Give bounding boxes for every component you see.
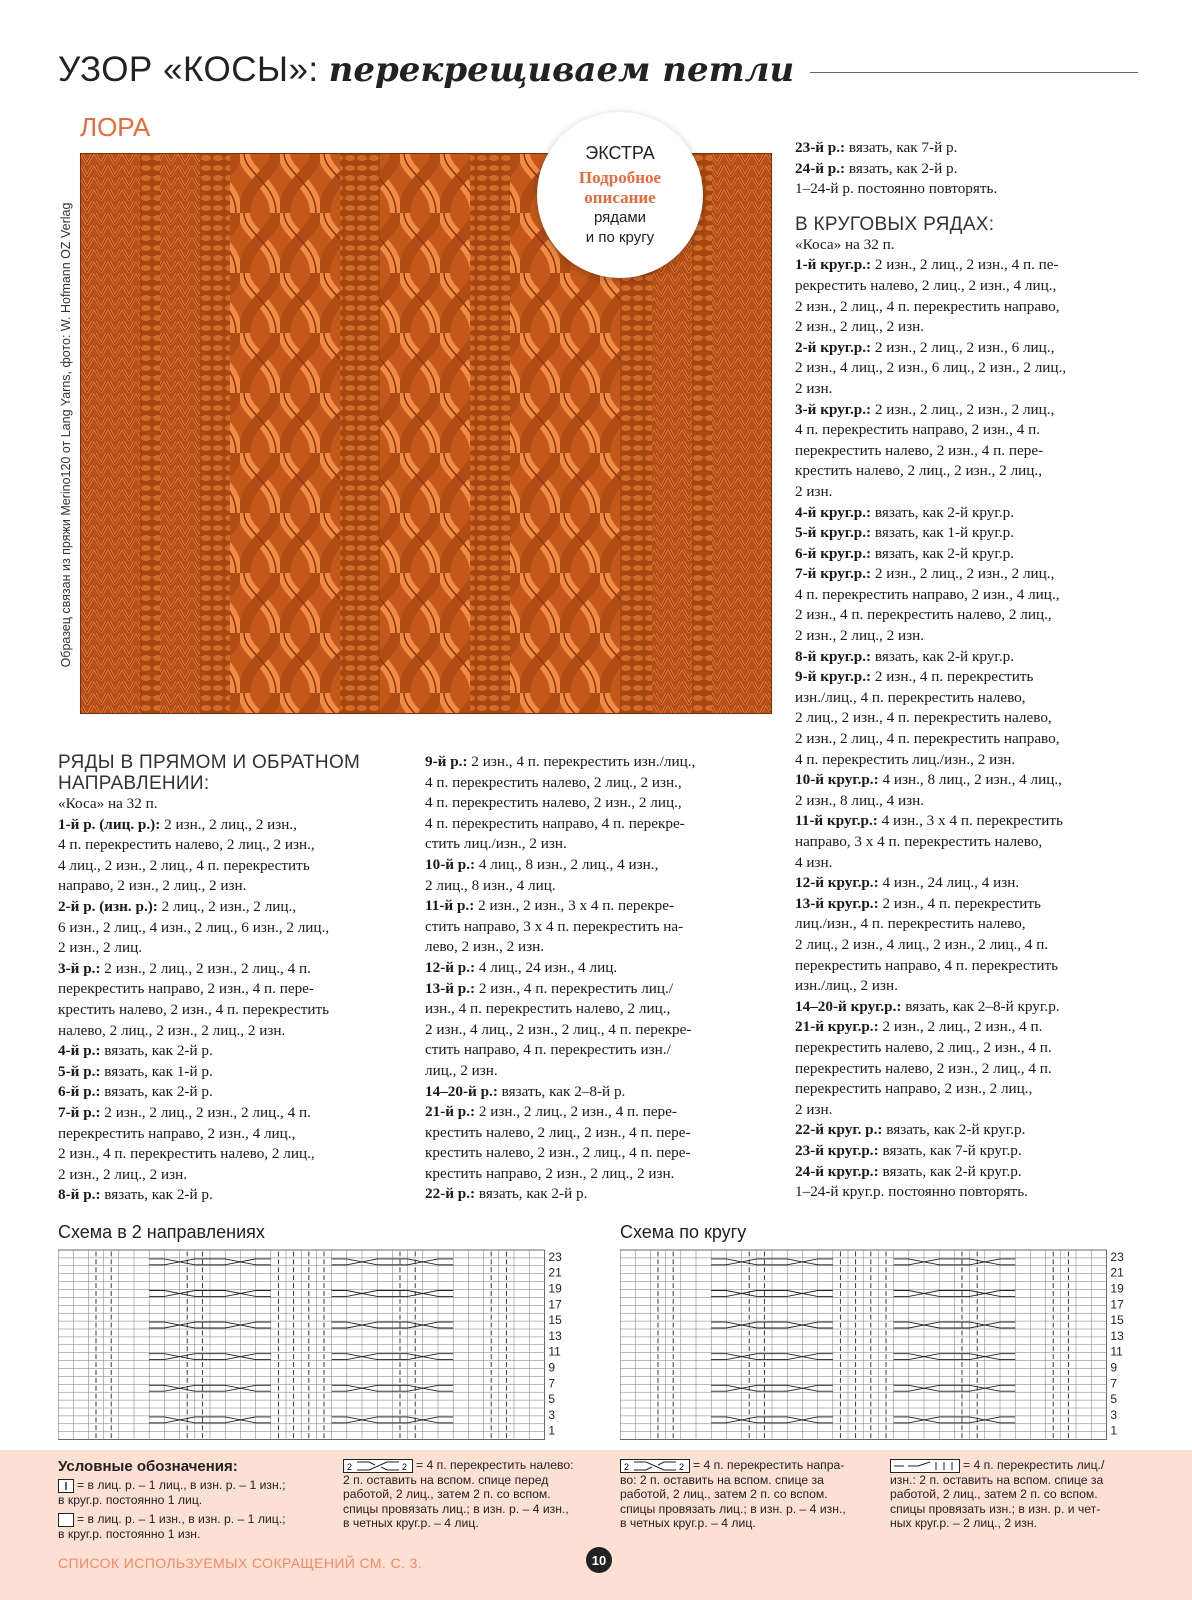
instruction-line (425, 1020, 775, 1041)
row-text: лево, 2 изн., 2 изн. (425, 938, 545, 956)
instruction-line (425, 855, 775, 876)
instruction-line (425, 773, 775, 794)
row-label: 23-й круг.р.: (795, 1141, 879, 1159)
flat-rows-list-1 (58, 815, 408, 1206)
legend-cross-kp-text: = 4 п. перекрестить лиц./ изн.: 2 п. оставить на вспом. спице за работой, 2 лиц., затем 2 п. со вспом. спицы провязать изн.; в изн. р. и чет- ных круг.р. – 2 лиц., 2 изн. (890, 1458, 1105, 1531)
row-text: 2 изн., 2 лиц., 4 п. перекрестить направо, (795, 297, 1060, 315)
row-text: налево, 2 лиц., 2 изн., 2 лиц., 2 изн. (58, 1021, 286, 1039)
round-instructions-col (795, 138, 1140, 1203)
scheme-flat-grid (58, 1248, 588, 1442)
instruction-line (795, 750, 1140, 771)
row-text: 4 изн. (795, 853, 833, 871)
instruction-line (58, 897, 408, 918)
row-text: перекрестить направо, 2 изн., 4 п. пере- (58, 980, 314, 998)
instruction-line (425, 793, 775, 814)
instruction-line (425, 814, 775, 835)
legend-cross-right-text: = 4 п. перекрестить напра- во: 2 п. оставить на вспом. спице за работой, 2 лиц., затем 2 п. со вспом. спицы провязать лиц.; в изн. р. – 4 изн., в четных круг.р. – 4 лиц. (620, 1458, 846, 1531)
title-rule (810, 72, 1138, 73)
row-text: вязать, как 2-й круг.р. (871, 647, 1015, 665)
row-label: 1-й круг.р.: (795, 256, 872, 274)
instruction-line (795, 626, 1140, 647)
instruction-line (795, 159, 1140, 180)
instruction-line (795, 832, 1140, 853)
row-number-label: 23 (1110, 1249, 1124, 1264)
row-text: 4 п. перекрестить налево, 2 лиц., 2 изн., (58, 836, 315, 854)
instruction-line (58, 1062, 408, 1083)
row-label: 21-й р.: (425, 1103, 476, 1121)
row-number-label: 1 (1110, 1423, 1118, 1438)
instruction-line (58, 856, 408, 877)
badge-line-3: рядами (593, 208, 647, 226)
row-text: 4 п. перекрестить лиц./изн., 2 изн. (795, 750, 1016, 768)
row-text: вязать, как 2-й круг.р. (878, 1162, 1022, 1180)
instruction-line (795, 1079, 1140, 1100)
legend-cross-kp (890, 1458, 1152, 1531)
row-text: 2 изн., 2 лиц., 2 изн., 6 лиц., (871, 338, 1055, 356)
badge-line-4: и по кругу (585, 228, 655, 246)
instruction-line (795, 379, 1140, 400)
instruction-line (795, 523, 1140, 544)
instruction-line (795, 420, 1140, 441)
instruction-line (795, 338, 1140, 359)
instruction-line (795, 935, 1140, 956)
row-number-label: 19 (548, 1281, 562, 1296)
row-text: изн./лиц., 2 изн. (795, 977, 898, 995)
row-text: крестить налево, 2 изн., 4 п. перекрестить (58, 1000, 330, 1018)
purl-symbol-icon (58, 1513, 74, 1527)
instruction-line (795, 138, 1140, 159)
flat-rows-list-2 (425, 752, 775, 1205)
instruction-line (425, 937, 775, 958)
instruction-line (58, 979, 408, 1000)
row-text: 4 п. перекрестить направо, 4 п. перекре- (425, 814, 685, 832)
instruction-line (425, 896, 775, 917)
row-text: лиц./изн., 4 п. перекрестить налево, (795, 915, 1026, 933)
legend-purl (58, 1512, 338, 1541)
instruction-line (795, 914, 1140, 935)
row-text: направо, 2 изн., 2 лиц., 2 изн. (58, 877, 247, 895)
row-text: лиц., 2 изн. (425, 1061, 498, 1079)
row-number-label: 7 (1110, 1376, 1118, 1391)
row-text: крестить налево, 2 лиц., 2 изн., 2 лиц., (795, 462, 1043, 480)
row-label: 2-й круг.р.: (795, 338, 872, 356)
row-text: 2 изн., 2 лиц., 4 п. перекрестить направо, (795, 730, 1060, 748)
row-text: 1–24-й р. постоянно повторять. (795, 180, 998, 198)
legend-title: Условные обозначения: (58, 1458, 238, 1475)
instruction-line (795, 770, 1140, 791)
row-text: 4 п. перекрестить налево, 2 лиц., 2 изн., (425, 773, 682, 791)
row-text: 2 изн., 2 изн., 3 х 4 п. перекре- (474, 897, 675, 915)
instruction-line (795, 441, 1140, 462)
row-text: 4 лиц., 8 изн., 2 лиц., 4 изн., (475, 855, 659, 873)
row-text: 6 изн., 2 лиц., 4 изн., 2 лиц., 6 изн., 2 лиц., (58, 918, 330, 936)
row-label: 10-й р.: (425, 855, 476, 873)
badge-title: ЭКСТРА (585, 142, 655, 163)
photo-credit-text: Образец связан из пряжи Merino120 от Lang Yarns, фото: W. Hofmann OZ Verlag (59, 202, 73, 668)
instruction-line (795, 1162, 1140, 1183)
instruction-line (58, 1185, 408, 1206)
row-label: 23-й р.: (795, 139, 846, 156)
row-text: 2 изн. (795, 482, 833, 500)
row-label: 9-й круг.р.: (795, 668, 872, 686)
row-number-label: 9 (548, 1360, 556, 1375)
row-label: 12-й р.: (425, 958, 476, 976)
row-text: 1–24-й круг.р. постоянно повторять. (795, 1183, 1028, 1201)
row-label: 6-й круг.р.: (795, 544, 872, 562)
row-text: перекрестить направо, 2 изн., 4 лиц., (58, 1124, 296, 1142)
row-number-label: 15 (548, 1313, 562, 1328)
instruction-line (425, 1143, 775, 1164)
row-text: 2 изн., 4 п. перекрестить лиц./ (475, 979, 674, 997)
row-text: вязать, как 2-й р. (845, 159, 958, 177)
svg-text:2: 2 (624, 1461, 630, 1472)
instruction-line (795, 1038, 1140, 1059)
row-text: перекрестить направо, 2 изн., 2 лиц., (795, 1080, 1033, 1098)
row-text: 4 лиц., 24 изн., 4 лиц. (475, 958, 618, 976)
instruction-line (795, 358, 1140, 379)
instruction-line (425, 1061, 775, 1082)
row-text: 2 изн., 2 лиц., 2 изн., (160, 815, 297, 833)
row-label: 7-й круг.р.: (795, 565, 872, 583)
row-text: вязать, как 2–8-й р. (497, 1082, 626, 1100)
page-subtitle: перекрещиваем петли (328, 50, 795, 90)
instruction-line (58, 815, 408, 836)
instruction-line (795, 708, 1140, 729)
instruction-line (58, 835, 408, 856)
row-text: 2 изн., 2 лиц., 2 изн., 4 п. пе- (871, 256, 1059, 274)
row-number-label: 9 (1110, 1360, 1118, 1375)
instruction-line (795, 647, 1140, 668)
row-text: 2 изн. (795, 1100, 833, 1118)
instruction-line (795, 997, 1140, 1018)
instruction-line (425, 1082, 775, 1103)
row-text: перекрестить налево, 2 изн., 2 лиц., 4 п. (795, 1059, 1052, 1077)
row-text: 4 изн., 8 лиц., 2 изн., 4 лиц., (878, 771, 1062, 789)
row-label: 4-й р.: (58, 1042, 101, 1060)
instruction-line (58, 1082, 408, 1103)
row-label: 22-й р.: (425, 1185, 476, 1203)
row-label: 14–20-й р.: (425, 1082, 498, 1100)
round-rows-list (795, 255, 1140, 1202)
instruction-line (795, 976, 1140, 997)
row-text: изн., 4 п. перекрестить налево, 2 лиц., (425, 1000, 671, 1018)
instruction-line (58, 1144, 408, 1165)
instruction-line (795, 729, 1140, 750)
knit-symbol-icon (58, 1479, 74, 1493)
instruction-line (58, 1165, 408, 1186)
instruction-line (58, 1021, 408, 1042)
row-text: 2 изн., 8 лиц., 4 изн. (795, 791, 925, 809)
row-text: вязать, как 2-й круг.р. (882, 1121, 1026, 1139)
row-label: 5-й р.: (58, 1062, 101, 1080)
row-text: стить направо, 3 х 4 п. перекрестить на- (425, 917, 684, 935)
row-text: 2 изн., 4 п. перекрестить изн./лиц., (467, 753, 696, 770)
legend-cross-right (620, 1458, 888, 1531)
row-number-label: 13 (1110, 1328, 1124, 1343)
instruction-line (58, 1103, 408, 1124)
row-text: 2 изн., 2 лиц., 2 изн., 2 лиц., (871, 400, 1055, 418)
row-label: 1-й р. (лиц. р.): (58, 815, 161, 833)
row-label: 8-й р.: (58, 1186, 101, 1204)
instruction-line (795, 1100, 1140, 1121)
row-text: 2 изн., 2 лиц. (58, 939, 143, 957)
row-label: 12-й круг.р.: (795, 874, 879, 892)
row-label: 24-й круг.р.: (795, 1162, 879, 1180)
scheme-round-chart (620, 1248, 1150, 1442)
row-text: 2 изн., 2 лиц., 2 изн. (795, 318, 925, 336)
instruction-line (425, 979, 775, 1000)
instruction-line (58, 959, 408, 980)
row-label: 13-й круг.р.: (795, 894, 879, 912)
instruction-line (425, 876, 775, 897)
flat-rows-end (795, 138, 1140, 200)
instruction-line (795, 276, 1140, 297)
pattern-name: ЛОРА (80, 112, 151, 142)
row-text: 2 изн., 2 лиц., 2 изн., 2 лиц., 4 п. (100, 1103, 311, 1121)
instruction-line (58, 876, 408, 897)
row-label: 3-й р.: (58, 959, 101, 977)
page-title: УЗОР «КОСЫ»: (58, 50, 319, 89)
row-text: 4 п. перекрестить направо, 2 изн., 4 лиц., (795, 585, 1060, 603)
scheme-flat-chart (58, 1248, 588, 1442)
instruction-line (425, 834, 775, 855)
row-label: 10-й круг.р.: (795, 771, 879, 789)
row-label: 3-й круг.р.: (795, 400, 872, 418)
row-text: 2 изн., 4 п. перекрестить (878, 894, 1041, 912)
row-text: вязать, как 1-й р. (100, 1062, 213, 1080)
instruction-line (425, 917, 775, 938)
badge-line-1: Подробное (578, 167, 662, 187)
legend-cross-left (343, 1458, 608, 1531)
flat-heading-line-2: НАПРАВЛЕНИИ: (58, 773, 210, 794)
legend-purl-text: = в лиц. р. – 1 изн., в изн. р. – 1 лиц.; в круг.р. постоянно 1 изн. (58, 1512, 286, 1541)
row-text: вязать, как 2-й р. (100, 1042, 213, 1060)
instruction-line (795, 956, 1140, 977)
row-text: вязать, как 7-й р. (845, 139, 958, 156)
row-text: 2 изн., 4 лиц., 2 изн., 2 лиц., 4 п. перекре- (425, 1020, 692, 1038)
row-text: 4 лиц., 2 изн., 2 лиц., 4 п. перекрестить (58, 856, 310, 874)
flat-instructions-col-2 (425, 752, 775, 1205)
row-text: 4 п. перекрестить направо, 2 изн., 4 п. (795, 421, 1041, 439)
row-number-label: 17 (1110, 1297, 1124, 1312)
row-text: вязать, как 1-й круг.р. (871, 524, 1015, 542)
page-number: 10 (586, 1547, 612, 1573)
row-text: 2 изн., 2 лиц., 2 изн. (58, 1165, 188, 1183)
row-text: перекрестить налево, 2 лиц., 2 изн., 4 п. (795, 1038, 1052, 1056)
row-text: крестить налево, 2 лиц., 2 изн., 4 п. пере- (425, 1123, 691, 1141)
row-number-label: 3 (548, 1407, 556, 1422)
page-header (58, 40, 1138, 100)
instruction-line (58, 1124, 408, 1145)
row-text: 2 изн., 4 п. перекрестить (871, 668, 1034, 686)
badge-line-2: описание (584, 187, 656, 207)
instruction-line (795, 853, 1140, 874)
row-label: 13-й р.: (425, 979, 476, 997)
row-number-label: 13 (548, 1328, 562, 1343)
row-text: 2 изн., 2 лиц., 2 изн., 4 п. пере- (475, 1103, 677, 1121)
row-number-label: 1 (548, 1423, 556, 1438)
instruction-line (795, 1059, 1140, 1080)
row-number-label: 17 (548, 1297, 562, 1312)
abbreviations-note: СПИСОК ИСПОЛЬЗУЕМЫХ СОКРАЩЕНИЙ СМ. С. 3. (58, 1555, 423, 1571)
row-label: 11-й р.: (425, 897, 475, 915)
row-label: 21-й круг.р.: (795, 1018, 879, 1036)
row-number-label: 11 (1110, 1344, 1123, 1359)
scheme-round-label: Схема по кругу (620, 1222, 747, 1242)
instruction-line (795, 255, 1140, 276)
instruction-line (425, 1184, 775, 1205)
flat-instructions-col-1 (58, 752, 408, 1206)
row-text: крестить налево, 2 изн., 2 лиц., 4 п. пере- (425, 1144, 691, 1162)
instruction-line (795, 400, 1140, 421)
instruction-line (795, 667, 1140, 688)
row-number-label: 21 (548, 1265, 562, 1280)
row-text: вязать, как 2-й круг.р. (871, 503, 1015, 521)
row-text: перекрестить направо, 4 п. перекрестить (795, 956, 1059, 974)
row-text: 2 лиц., 8 изн., 4 лиц. (425, 876, 556, 894)
row-label: 8-й круг.р.: (795, 647, 872, 665)
row-label: 24-й р.: (795, 159, 846, 177)
row-label: 7-й р.: (58, 1103, 101, 1121)
row-label: 11-й круг.р.: (795, 812, 878, 830)
instruction-line (58, 918, 408, 939)
instruction-line (795, 1120, 1140, 1141)
row-text: 2 лиц., 2 изн., 4 лиц., 2 изн., 2 лиц., 4 п. (795, 935, 1049, 953)
row-text: вязать, как 2-й р. (475, 1185, 588, 1203)
instruction-line (425, 1123, 775, 1144)
instruction-line (795, 688, 1140, 709)
row-text: 4 п. перекрестить налево, 2 изн., 2 лиц., (425, 794, 682, 812)
row-text: вязать, как 7-й круг.р. (878, 1141, 1022, 1159)
flat-intro: «Коса» на 32 п. (58, 795, 158, 812)
instruction-line (425, 1102, 775, 1123)
row-number-label: 5 (1110, 1392, 1118, 1407)
instruction-line (425, 958, 775, 979)
instruction-line (795, 791, 1140, 812)
round-intro: «Коса» на 32 п. (795, 235, 895, 253)
row-text: направо, 3 х 4 п. перекрестить налево, (795, 833, 1043, 850)
instruction-line (58, 1000, 408, 1021)
round-heading: В КРУГОВЫХ РЯДАХ: (795, 213, 995, 235)
row-text: 2 изн., 4 п. перекрестить налево, 2 лиц., (58, 1145, 315, 1163)
instruction-line (795, 894, 1140, 915)
instruction-line (795, 585, 1140, 606)
row-text: рекрестить налево, 2 лиц., 2 изн., 4 лиц., (795, 276, 1057, 294)
row-number-label: 21 (1110, 1265, 1124, 1280)
cross-right-symbol-icon (620, 1459, 690, 1473)
row-number-label: 5 (548, 1392, 556, 1407)
svg-text:2: 2 (679, 1461, 685, 1472)
row-number-label: 23 (548, 1249, 562, 1264)
cross-left-symbol-icon (343, 1459, 413, 1473)
scheme-flat-label: Схема в 2 направлениях (58, 1222, 265, 1242)
instruction-line (795, 482, 1140, 503)
instruction-line (425, 1164, 775, 1185)
row-text: изн./лиц., 4 п. перекрестить налево, (795, 688, 1026, 706)
instruction-line (795, 564, 1140, 585)
svg-text:2: 2 (402, 1461, 408, 1472)
row-label: 9-й р.: (425, 753, 468, 770)
row-text: крестить направо, 2 изн., 2 лиц., 2 изн. (425, 1164, 675, 1182)
row-label: 14–20-й круг.р.: (795, 997, 902, 1015)
row-text: 2 изн., 4 лиц., 2 изн., 6 лиц., 2 изн., 2 лиц., (795, 359, 1067, 377)
instruction-line (425, 999, 775, 1020)
cross-kp-symbol-icon (890, 1459, 960, 1473)
row-text: 2 изн., 2 лиц., 2 изн., 2 лиц., (871, 565, 1055, 583)
row-text: 2 изн., 2 лиц., 2 изн., 2 лиц., 4 п. (100, 959, 311, 977)
row-text: 2 лиц., 2 изн., 4 п. перекрестить налево, (795, 709, 1052, 727)
row-label: 4-й круг.р.: (795, 503, 872, 521)
instruction-line (795, 811, 1140, 832)
row-text: стить лиц./изн., 2 изн. (425, 835, 567, 853)
instruction-line (795, 1141, 1140, 1162)
instruction-line (795, 461, 1140, 482)
row-text: вязать, как 2-й р. (100, 1186, 213, 1204)
row-text: 4 изн., 24 лиц., 4 изн. (878, 874, 1020, 892)
instruction-line (795, 1017, 1140, 1038)
row-text: 4 изн., 3 х 4 п. перекрестить (877, 812, 1063, 830)
row-text: вязать, как 2-й р. (100, 1083, 213, 1101)
instruction-line (795, 503, 1140, 524)
row-text: 2 изн., 2 лиц., 2 изн. (795, 627, 925, 645)
instruction-line (795, 317, 1140, 338)
row-text: перекрестить налево, 2 изн., 4 п. пере- (795, 441, 1044, 459)
legend-knit (58, 1478, 338, 1507)
instruction-line (795, 1182, 1140, 1203)
row-text: стить направо, 4 п. перекрестить изн./ (425, 1041, 671, 1059)
row-number-label: 15 (1110, 1313, 1124, 1328)
row-label: 5-й круг.р.: (795, 524, 872, 542)
instruction-line (795, 297, 1140, 318)
row-text: 2 изн., 2 лиц., 2 изн., 4 п. (878, 1018, 1043, 1036)
instruction-line (795, 873, 1140, 894)
row-text: вязать, как 2–8-й круг.р. (901, 997, 1060, 1015)
row-label: 6-й р.: (58, 1083, 101, 1101)
row-text: 2 изн., 4 п. перекрестить налево, 2 лиц., (795, 606, 1052, 624)
row-text: 2 изн. (795, 379, 833, 397)
instruction-line (795, 544, 1140, 565)
row-number-label: 3 (1110, 1407, 1118, 1422)
row-number-label: 7 (548, 1376, 556, 1391)
row-text: 2 лиц., 2 изн., 2 лиц., (157, 897, 297, 915)
row-number-label: 19 (1110, 1281, 1124, 1296)
row-label: 22-й круг. р.: (795, 1121, 883, 1139)
instruction-line (795, 179, 1140, 200)
instruction-line (795, 605, 1140, 626)
flat-heading-line-1: РЯДЫ В ПРЯМОМ И ОБРАТНОМ (58, 752, 361, 773)
row-text: вязать, как 2-й круг.р. (871, 544, 1015, 562)
scheme-round-grid (620, 1248, 1150, 1442)
legend-cross-left-text: = 4 п. перекрестить налево: 2 п. оставить на вспом. спице перед работой, 2 лиц., затем 2 п. со вспом. спицы провязать лиц.; в изн. р. – 4 изн., в четных круг.р. – 4 лиц. (343, 1458, 574, 1531)
instruction-line (58, 938, 408, 959)
legend-knit-text: = в лиц. р. – 1 лиц., в изн. р. – 1 изн.; в круг.р. постоянно 1 лиц. (58, 1478, 286, 1507)
svg-text:2: 2 (347, 1461, 353, 1472)
instruction-line (425, 1040, 775, 1061)
row-number-label: 11 (548, 1344, 561, 1359)
photo-credit (56, 155, 76, 715)
extra-badge (537, 112, 703, 278)
instruction-line (58, 1041, 408, 1062)
row-label: 2-й р. (изн. р.): (58, 897, 158, 915)
instruction-line (425, 752, 775, 773)
